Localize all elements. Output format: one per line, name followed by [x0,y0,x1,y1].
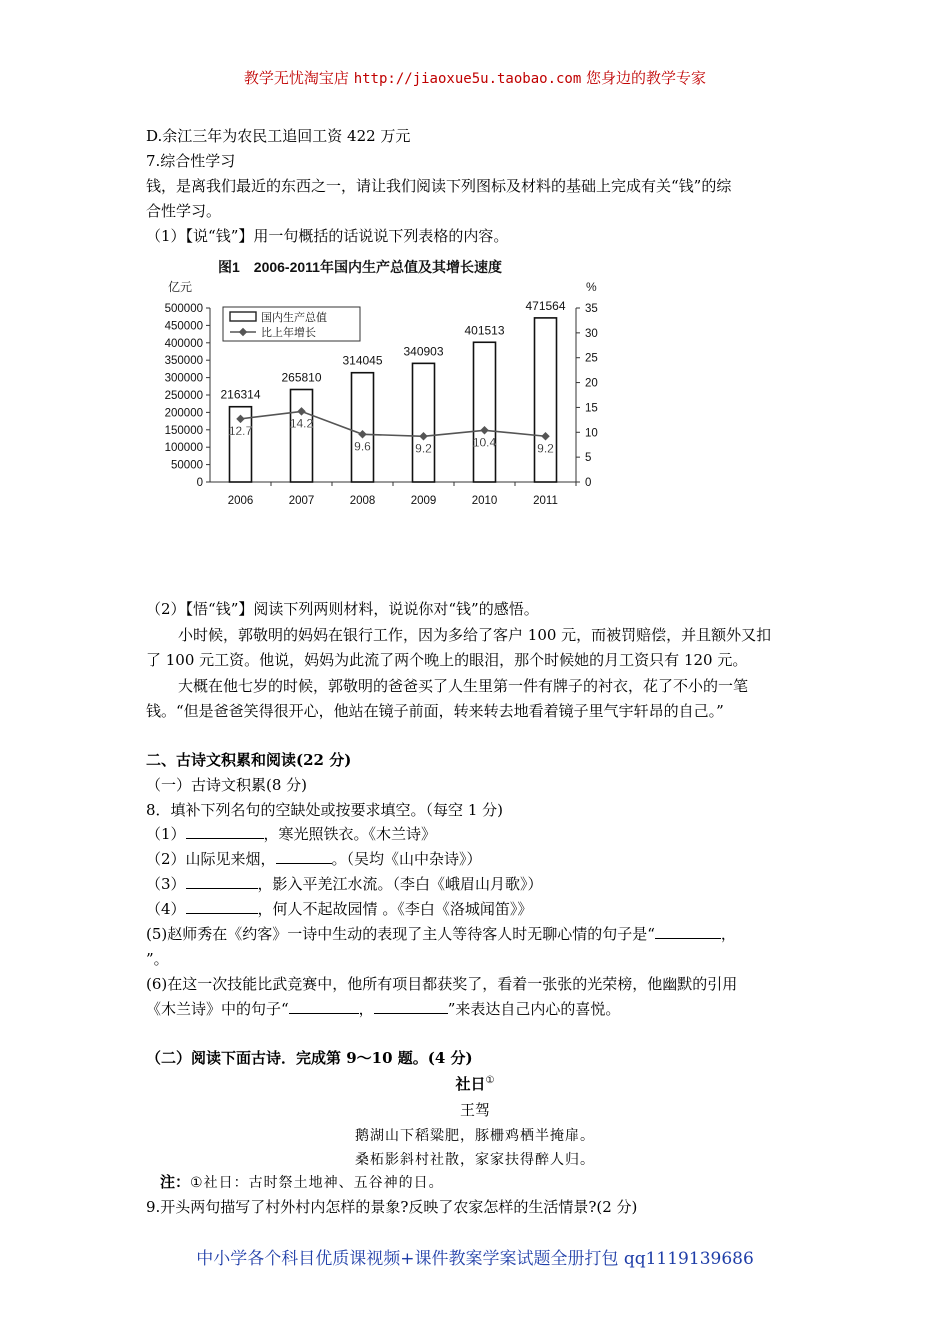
x-tick-label: 2010 [471,495,498,507]
material2-line2: 钱。“但是爸爸笑得很开心，他站在镜子前面，转来转去地看着镜子里气宇轩昂的自己。” [146,702,724,720]
q8-item5-line1 [146,924,736,944]
x-tick-label: 2007 [288,495,315,507]
legend-line-label: 比上年增长 [261,327,316,339]
right-tick-label: 15 [585,402,598,415]
q8-item5-text: (5)赵师秀在《约客》一诗中生动的表现了主人等待客人时无聊心情的句子是“ [146,925,655,943]
poem-note-text: ①社日：古时祭土地神、五谷神的日。 [190,1175,444,1191]
q8-item3 [146,874,543,894]
gdp-bar-label: 314045 [342,353,383,368]
q8-item2 [146,849,482,869]
left-tick-label: 400000 [164,337,203,350]
left-tick-label: 250000 [164,390,203,402]
answer-blank[interactable] [655,924,721,939]
left-tick-label: 50000 [171,459,203,472]
poem-title [0,1073,950,1094]
q8-item3-text: ，影入平羌江水流。（李白《峨眉山月歌》） [257,875,543,893]
poem-note-label: 注： [160,1173,191,1191]
material1-line1: 小时候，郭敬明的妈妈在银行工作，因为多给了客户 100 元，而被罚赔偿，并且额外又扣 [178,626,772,644]
q8-item6-text: 《木兰诗》中的句子“ [146,1000,289,1018]
right-axis-unit: % [586,280,597,294]
left-tick-label: 200000 [164,407,203,420]
answer-blank[interactable] [186,874,258,889]
gdp-bar [291,389,313,482]
right-tick-label: 30 [585,327,598,340]
gdp-bar [352,373,374,482]
q8-item2-source: 。（吴均《山中杂诗》） [331,850,482,868]
chart-title: 图1 2006-2011年国内生产总值及其增长速度 [218,259,502,275]
left-tick-label: 150000 [164,424,203,437]
gdp-chart [148,255,618,517]
q8-item6-line2 [146,999,620,1019]
left-tick-label: 0 [196,477,203,489]
material1-line2: 了 100 元工资。他说，妈妈为此流了两个晚上的眼泪，那个时候她的月工资只有 120 元。 [146,651,748,669]
header-prefix: 教学无忧淘宝店 [243,69,354,87]
q8-item4-text: ，何人不起故园情 。《李白《洛城闻笛》》 [257,900,533,918]
q9: 9.开头两句描写了村外村内怎样的景象?反映了农家怎样的生活情景?(2 分) [146,1198,638,1216]
header-suffix: 您身边的教学专家 [581,69,707,87]
section2-part2: （二）阅读下面古诗．完成第 9～10 题。(4 分) [146,1049,473,1067]
q8-item6-line1: (6)在这一次技能比武竞赛中，他所有项目都获奖了，看着一张张的光荣榜，他幽默的引用 [146,975,738,993]
x-tick-label: 2008 [349,495,376,507]
option-d: D.余江三年为农民工追回工资 422 万元 [146,127,411,145]
gdp-bar-label: 265810 [281,370,322,385]
poem-title-text: 社日 [455,1075,486,1093]
q8-item1-label: （1） [146,825,186,843]
answer-blank[interactable] [289,999,359,1014]
growth-line [241,411,546,436]
growth-label: 9.2 [537,441,554,456]
growth-label: 9.2 [415,441,432,456]
left-tick-label: 350000 [164,355,203,368]
growth-label: 10.4 [472,435,497,450]
gdp-bar-label: 471564 [525,298,566,313]
q8-item3-label: （3） [146,875,186,893]
x-tick-label: 2009 [410,495,437,507]
q8-item6-comma: ， [358,1000,374,1018]
poem-author: 王驾 [459,1101,490,1119]
q8-item5-comma: ， [720,925,736,943]
x-tick-label: 2006 [227,495,254,507]
growth-label: 9.6 [354,439,371,454]
material2-line1: 大概在他七岁的时候，郭敬明的爸爸买了人生里第一件有牌子的衬衣，花了不小的一笔 [178,677,749,695]
gdp-bar [413,363,435,482]
q8-item1 [146,824,436,844]
x-tick-label: 2011 [533,495,558,507]
gdp-bar [535,318,557,482]
right-tick-label: 35 [585,303,598,315]
left-axis-unit: 亿元 [168,280,193,294]
q7-intro-line1: 钱，是离我们最近的东西之一，请让我们阅读下列图标及材料的基础上完成有关“钱”的综 [146,177,732,195]
section2-heading: 二、古诗文积累和阅读(22 分) [146,751,352,769]
q7-part1: （1）【说“钱”】用一句概括的话说说下列表格的内容。 [146,227,509,245]
section2-part1: （一）古诗文积累(8 分) [146,776,308,794]
q8-item2-text: （2）山际见来烟， [146,850,276,868]
legend-bar-swatch [230,312,256,321]
q7-part2: （2）【悟“钱”】阅读下列两则材料，说说你对“钱”的感悟。 [146,600,539,618]
legend-bar-label: 国内生产总值 [261,312,327,324]
answer-blank[interactable] [186,899,258,914]
chart-legend [223,307,360,341]
gdp-bar [474,342,496,482]
poem-note-mark: ① [485,1075,495,1086]
header-banner [0,67,950,88]
answer-blank[interactable] [186,824,264,839]
q8-item4-label: （4） [146,900,186,918]
growth-label: 12.7 [228,423,253,438]
gdp-bar-label: 340903 [403,344,444,359]
footer-banner: 中小学各个科目优质课视频+课件教案学案试题全册打包 qq1119139686 [196,1249,754,1269]
q8-item4 [146,899,532,919]
right-tick-label: 25 [585,352,598,365]
left-tick-label: 300000 [164,372,203,385]
right-tick-label: 5 [585,452,592,465]
growth-label: 14.2 [289,416,314,431]
answer-blank[interactable] [374,999,448,1014]
q8-item1-text: ，寒光照铁衣。《木兰诗》 [263,825,437,843]
q8-item5-line2: ”。 [146,950,169,968]
gdp-bar-label: 216314 [220,387,261,402]
right-tick-label: 10 [585,427,598,440]
poem-line1: 鹅湖山下稻粱肥，豚栅鸡栖半掩扉。 [355,1128,595,1144]
right-tick-label: 0 [585,477,592,489]
answer-blank[interactable] [276,849,332,864]
left-tick-label: 100000 [164,442,203,455]
gdp-bar-label: 401513 [464,323,505,338]
poem-note [160,1172,444,1193]
left-tick-label: 500000 [164,303,203,315]
poem-line2: 桑柘影斜村社散，家家扶得醉人归。 [355,1152,595,1168]
q7-title: 7.综合性学习 [146,152,236,170]
left-tick-label: 450000 [164,320,203,333]
q8-instruction: 8．填补下列名句的空缺处或按要求填空。（每空 1 分) [146,801,503,819]
q7-intro-line2: 合性学习。 [146,202,222,220]
q8-item6-tail: ”来表达自己内心的喜悦。 [447,1000,621,1018]
right-tick-label: 20 [585,377,598,390]
header-url[interactable]: http://jiaoxue5u.taobao.com [353,71,582,87]
